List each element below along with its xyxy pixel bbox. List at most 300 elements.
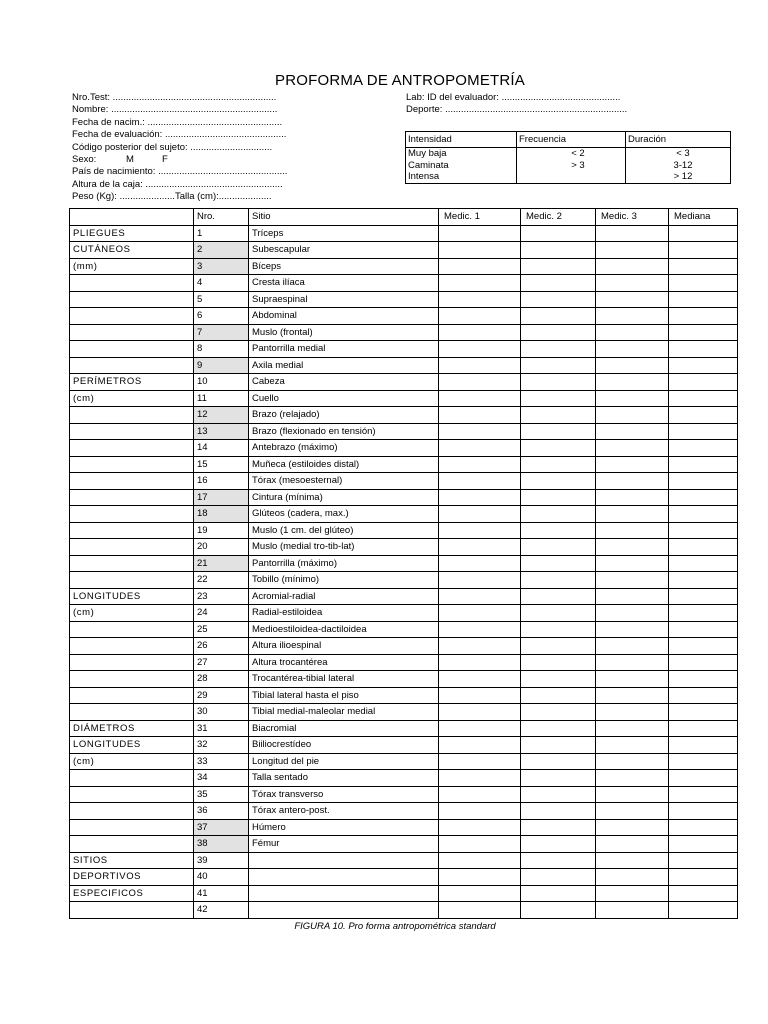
- medic3-cell[interactable]: [596, 852, 669, 869]
- table-row: [70, 605, 738, 622]
- medic3-cell[interactable]: [596, 605, 669, 622]
- peso-talla-field[interactable]: Peso (Kg): .....................Talla (cm):....................: [72, 191, 272, 203]
- table-row: [70, 852, 738, 869]
- mediana-cell[interactable]: [669, 407, 738, 424]
- anthropometry-table: [69, 208, 738, 919]
- medic3-cell[interactable]: [596, 456, 669, 473]
- medic3-cell[interactable]: [596, 869, 669, 886]
- mediana-cell[interactable]: [669, 885, 738, 902]
- category-cell: [70, 357, 194, 374]
- mediana-cell[interactable]: [669, 621, 738, 638]
- duracion-value: > 12: [673, 171, 693, 182]
- category-cell: [70, 902, 194, 919]
- category-cell: [70, 324, 194, 341]
- nro-cell: 31: [194, 720, 249, 737]
- medic1-cell[interactable]: [439, 753, 521, 770]
- mediana-cell[interactable]: [669, 258, 738, 275]
- sitio-cell: Altura ilioespinal: [249, 638, 439, 655]
- medic2-cell[interactable]: [521, 753, 596, 770]
- nro-cell: 38: [194, 836, 249, 853]
- table-row: [70, 473, 738, 490]
- intensidad-value: Muy baja: [408, 148, 447, 159]
- medic3-cell[interactable]: [596, 275, 669, 292]
- medic3-cell[interactable]: [596, 407, 669, 424]
- medic1-cell[interactable]: [439, 225, 521, 242]
- table-row: [70, 242, 738, 259]
- nro-cell: 42: [194, 902, 249, 919]
- medic3-cell[interactable]: [596, 473, 669, 490]
- medic1-cell[interactable]: [439, 324, 521, 341]
- duracion-value: < 3: [676, 148, 690, 159]
- sitio-cell: Supraespinal: [249, 291, 439, 308]
- medic2-cell[interactable]: [521, 605, 596, 622]
- medic2-cell[interactable]: [521, 341, 596, 358]
- table-row: [70, 275, 738, 292]
- medic1-cell[interactable]: [439, 572, 521, 589]
- category-cell: [70, 506, 194, 523]
- mediana-cell[interactable]: [669, 242, 738, 259]
- mediana-cell[interactable]: [669, 539, 738, 556]
- medic2-cell[interactable]: [521, 654, 596, 671]
- medic3-cell[interactable]: [596, 737, 669, 754]
- table-row: [70, 704, 738, 721]
- nro-cell: 9: [194, 357, 249, 374]
- medic3-cell[interactable]: [596, 489, 669, 506]
- medic1-cell[interactable]: [439, 423, 521, 440]
- medic2-cell[interactable]: [521, 506, 596, 523]
- category-cell: [70, 671, 194, 688]
- category-cell: [70, 539, 194, 556]
- sitio-cell: Cintura (mínima): [249, 489, 439, 506]
- table-row: [70, 654, 738, 671]
- category-cell: [70, 275, 194, 292]
- table-row: [70, 588, 738, 605]
- medic3-cell[interactable]: [596, 440, 669, 457]
- medic3-cell[interactable]: [596, 803, 669, 820]
- sitio-cell: Talla sentado: [249, 770, 439, 787]
- table-row: [70, 902, 738, 919]
- sitio-cell: Tibial medial-maleolar medial: [249, 704, 439, 721]
- medic3-cell[interactable]: [596, 753, 669, 770]
- medic2-cell[interactable]: [521, 671, 596, 688]
- sitio-cell: Glúteos (cadera, max.): [249, 506, 439, 523]
- nro-cell: 12: [194, 407, 249, 424]
- medic2-cell[interactable]: [521, 786, 596, 803]
- table-row: [70, 803, 738, 820]
- nro-cell: 34: [194, 770, 249, 787]
- medic1-cell[interactable]: [439, 588, 521, 605]
- mediana-cell[interactable]: [669, 341, 738, 358]
- medic2-cell[interactable]: [521, 819, 596, 836]
- mediana-cell[interactable]: [669, 456, 738, 473]
- medic2-cell[interactable]: [521, 588, 596, 605]
- nro-cell: 6: [194, 308, 249, 325]
- nro-cell: 3: [194, 258, 249, 275]
- medic2-cell[interactable]: [521, 803, 596, 820]
- mediana-cell[interactable]: [669, 770, 738, 787]
- medic3-cell[interactable]: [596, 291, 669, 308]
- medic1-cell[interactable]: [439, 258, 521, 275]
- mediana-cell[interactable]: [669, 654, 738, 671]
- medic2-cell[interactable]: [521, 225, 596, 242]
- figure-caption: [0, 921, 768, 932]
- medic1-cell[interactable]: [439, 308, 521, 325]
- medic2-cell[interactable]: [521, 737, 596, 754]
- caption-text: Pro forma antropométrica standard: [345, 921, 496, 932]
- mediana-cell[interactable]: [669, 308, 738, 325]
- medic2-cell[interactable]: [521, 440, 596, 457]
- frecuencia-value: < 2: [571, 148, 585, 159]
- table-header-row: [70, 209, 738, 226]
- medic3-cell[interactable]: [596, 572, 669, 589]
- medic1-cell[interactable]: [439, 555, 521, 572]
- medic2-cell[interactable]: [521, 374, 596, 391]
- category-cell: [70, 456, 194, 473]
- mediana-cell[interactable]: [669, 473, 738, 490]
- sitio-cell: Altura trocantérea: [249, 654, 439, 671]
- medic1-cell[interactable]: [439, 869, 521, 886]
- medic2-cell[interactable]: [521, 902, 596, 919]
- medic3-cell[interactable]: [596, 786, 669, 803]
- table-row: [70, 770, 738, 787]
- medic2-cell[interactable]: [521, 308, 596, 325]
- medic2-cell[interactable]: [521, 852, 596, 869]
- deporte-field[interactable]: Deporte: .....................................................................: [406, 104, 628, 116]
- page-title: PROFORMA DE ANTROPOMETRÍA: [274, 72, 526, 89]
- medic2-cell[interactable]: [521, 572, 596, 589]
- category-cell: (mm): [70, 258, 194, 275]
- nro-cell: 26: [194, 638, 249, 655]
- medic3-cell[interactable]: [596, 324, 669, 341]
- mediana-cell[interactable]: [669, 902, 738, 919]
- sitio-cell: [249, 885, 439, 902]
- mediana-cell[interactable]: [669, 390, 738, 407]
- medic2-cell[interactable]: [521, 258, 596, 275]
- medic2-cell[interactable]: [521, 357, 596, 374]
- medic1-cell[interactable]: [439, 687, 521, 704]
- medic1-cell[interactable]: [439, 803, 521, 820]
- medic3-cell[interactable]: [596, 836, 669, 853]
- medic1-cell[interactable]: [439, 638, 521, 655]
- mediana-cell[interactable]: [669, 440, 738, 457]
- category-cell: PLIEGUES: [70, 225, 194, 242]
- table-row: [70, 671, 738, 688]
- medic3-cell[interactable]: [596, 341, 669, 358]
- medic2-cell[interactable]: [521, 275, 596, 292]
- medic1-cell[interactable]: [439, 786, 521, 803]
- nro-header: Nro.: [194, 209, 249, 226]
- medic3-cell[interactable]: [596, 720, 669, 737]
- fecha-nacim-field[interactable]: Fecha de nacim.: ...................................................: [72, 116, 283, 128]
- medic1-cell[interactable]: [439, 671, 521, 688]
- sitio-cell: Pantorrilla medial: [249, 341, 439, 358]
- nro-cell: 35: [194, 786, 249, 803]
- duracion-value: 3-12: [673, 159, 693, 171]
- medic2-cell[interactable]: [521, 836, 596, 853]
- sexo-label: Sexo:: [72, 154, 97, 166]
- sitio-cell: Húmero: [249, 819, 439, 836]
- medic1-cell[interactable]: [439, 489, 521, 506]
- mediana-cell[interactable]: [669, 522, 738, 539]
- medic1-cell[interactable]: [439, 374, 521, 391]
- medic2-cell[interactable]: [521, 539, 596, 556]
- medic3-cell[interactable]: [596, 654, 669, 671]
- mediana-cell[interactable]: [669, 275, 738, 292]
- medic1-cell[interactable]: [439, 341, 521, 358]
- medic3-header: Medic. 3: [596, 209, 669, 226]
- sitio-cell: Brazo (flexionado en tensión): [249, 423, 439, 440]
- mediana-cell[interactable]: [669, 423, 738, 440]
- medic3-cell[interactable]: [596, 885, 669, 902]
- sitio-cell: Acromial-radial: [249, 588, 439, 605]
- mediana-cell[interactable]: [669, 803, 738, 820]
- category-cell: [70, 803, 194, 820]
- medic2-cell[interactable]: [521, 621, 596, 638]
- nro-cell: 30: [194, 704, 249, 721]
- medic2-cell[interactable]: [521, 324, 596, 341]
- medic2-cell[interactable]: [521, 242, 596, 259]
- medic1-cell[interactable]: [439, 654, 521, 671]
- category-cell: [70, 621, 194, 638]
- mediana-cell[interactable]: [669, 852, 738, 869]
- medic1-cell[interactable]: [439, 291, 521, 308]
- sitio-cell: Brazo (relajado): [249, 407, 439, 424]
- table-row: [70, 638, 738, 655]
- table-row: [70, 621, 738, 638]
- mediana-cell[interactable]: [669, 605, 738, 622]
- nro-cell: 2: [194, 242, 249, 259]
- medic3-cell[interactable]: [596, 638, 669, 655]
- duracion-cell: [626, 148, 731, 184]
- medic1-cell[interactable]: [439, 390, 521, 407]
- sitio-cell: Biacromial: [249, 720, 439, 737]
- medic2-cell[interactable]: [521, 704, 596, 721]
- nombre-field[interactable]: Nombre: ...............................................................: [72, 104, 278, 116]
- medic3-cell[interactable]: [596, 357, 669, 374]
- category-cell: SITIOS: [70, 852, 194, 869]
- nro-cell: 27: [194, 654, 249, 671]
- pais-nacimiento-field[interactable]: País de nacimiento: .................................................: [72, 166, 288, 178]
- table-row: [70, 390, 738, 407]
- medic3-cell[interactable]: [596, 308, 669, 325]
- medic1-cell[interactable]: [439, 720, 521, 737]
- duracion-header: Duración: [626, 132, 731, 148]
- medic2-cell[interactable]: [521, 407, 596, 424]
- medic2-cell[interactable]: [521, 720, 596, 737]
- sitio-cell: Trocantérea-tibial lateral: [249, 671, 439, 688]
- medic1-header: Medic. 1: [439, 209, 521, 226]
- nro-cell: 11: [194, 390, 249, 407]
- medic1-cell[interactable]: [439, 407, 521, 424]
- medic1-cell[interactable]: [439, 242, 521, 259]
- intensidad-value: Caminata: [408, 159, 449, 171]
- medic2-cell[interactable]: [521, 291, 596, 308]
- medic2-cell[interactable]: [521, 687, 596, 704]
- category-cell: [70, 341, 194, 358]
- mediana-cell[interactable]: [669, 291, 738, 308]
- nro-test-field[interactable]: Nro.Test: ..............................................................: [72, 92, 277, 103]
- mediana-cell[interactable]: [669, 555, 738, 572]
- medic3-cell[interactable]: [596, 522, 669, 539]
- category-cell: [70, 407, 194, 424]
- mediana-cell[interactable]: [669, 374, 738, 391]
- category-cell: [70, 440, 194, 457]
- table-row: [70, 258, 738, 275]
- medic1-cell[interactable]: [439, 770, 521, 787]
- nro-cell: 39: [194, 852, 249, 869]
- medic1-cell[interactable]: [439, 704, 521, 721]
- category-cell: [70, 819, 194, 836]
- medic1-cell[interactable]: [439, 357, 521, 374]
- sitio-cell: Cuello: [249, 390, 439, 407]
- medic3-cell[interactable]: [596, 390, 669, 407]
- sitio-cell: Antebrazo (máximo): [249, 440, 439, 457]
- category-cell: [70, 687, 194, 704]
- mediana-cell[interactable]: [669, 753, 738, 770]
- lab-id-field[interactable]: Lab: ID del evaluador: .............................................: [406, 92, 621, 103]
- nro-cell: 32: [194, 737, 249, 754]
- category-cell: (cm): [70, 390, 194, 407]
- category-cell: [70, 704, 194, 721]
- medic3-cell[interactable]: [596, 258, 669, 275]
- medic3-cell[interactable]: [596, 621, 669, 638]
- sitio-cell: Muslo (medial tro-tib-lat): [249, 539, 439, 556]
- mediana-cell[interactable]: [669, 489, 738, 506]
- sitio-cell: Radial-estiloidea: [249, 605, 439, 622]
- table-row: [70, 737, 738, 754]
- mediana-cell[interactable]: [669, 572, 738, 589]
- sexo-f-option[interactable]: F: [162, 154, 168, 166]
- subject-info-block: [72, 92, 402, 204]
- medic3-cell[interactable]: [596, 770, 669, 787]
- nro-cell: 18: [194, 506, 249, 523]
- sitio-cell: Biiliocrestídeo: [249, 737, 439, 754]
- mediana-cell[interactable]: [669, 638, 738, 655]
- medic3-cell[interactable]: [596, 506, 669, 523]
- medic3-cell[interactable]: [596, 225, 669, 242]
- medic3-cell[interactable]: [596, 704, 669, 721]
- medic3-cell[interactable]: [596, 902, 669, 919]
- medic1-cell[interactable]: [439, 440, 521, 457]
- nro-cell: 24: [194, 605, 249, 622]
- medic1-cell[interactable]: [439, 473, 521, 490]
- medic1-cell[interactable]: [439, 605, 521, 622]
- category-cell: LONGITUDES: [70, 588, 194, 605]
- mediana-cell[interactable]: [669, 786, 738, 803]
- mediana-cell[interactable]: [669, 357, 738, 374]
- mediana-cell[interactable]: [669, 506, 738, 523]
- medic1-cell[interactable]: [439, 506, 521, 523]
- medic2-cell[interactable]: [521, 885, 596, 902]
- nro-cell: 7: [194, 324, 249, 341]
- mediana-cell[interactable]: [669, 704, 738, 721]
- nro-cell: 16: [194, 473, 249, 490]
- mediana-cell[interactable]: [669, 836, 738, 853]
- mediana-cell[interactable]: [669, 720, 738, 737]
- medic1-cell[interactable]: [439, 621, 521, 638]
- medic3-cell[interactable]: [596, 671, 669, 688]
- medic3-cell[interactable]: [596, 374, 669, 391]
- nro-cell: 13: [194, 423, 249, 440]
- medic1-cell[interactable]: [439, 522, 521, 539]
- medic3-cell[interactable]: [596, 242, 669, 259]
- medic3-cell[interactable]: [596, 588, 669, 605]
- table-row: [70, 291, 738, 308]
- category-cell: [70, 291, 194, 308]
- medic2-cell[interactable]: [521, 489, 596, 506]
- medic1-cell[interactable]: [439, 737, 521, 754]
- category-cell: [70, 572, 194, 589]
- mediana-cell[interactable]: [669, 671, 738, 688]
- medic1-cell[interactable]: [439, 456, 521, 473]
- sitio-cell: Tórax (mesoesternal): [249, 473, 439, 490]
- medic2-cell[interactable]: [521, 473, 596, 490]
- medic1-cell[interactable]: [439, 539, 521, 556]
- nro-cell: 1: [194, 225, 249, 242]
- sexo-field[interactable]: [72, 154, 402, 166]
- sitio-cell: Fémur: [249, 836, 439, 853]
- mediana-cell[interactable]: [669, 588, 738, 605]
- medic3-cell[interactable]: [596, 423, 669, 440]
- medic3-cell[interactable]: [596, 819, 669, 836]
- medic1-cell[interactable]: [439, 836, 521, 853]
- nro-cell: 22: [194, 572, 249, 589]
- medic3-cell[interactable]: [596, 687, 669, 704]
- nro-cell: 28: [194, 671, 249, 688]
- codigo-posterior-field[interactable]: Código posterior del sujeto: ...............................: [72, 141, 273, 153]
- category-cell: PERÍMETROS: [70, 374, 194, 391]
- mediana-cell[interactable]: [669, 687, 738, 704]
- medic2-cell[interactable]: [521, 456, 596, 473]
- medic1-cell[interactable]: [439, 885, 521, 902]
- nro-cell: 21: [194, 555, 249, 572]
- mediana-cell[interactable]: [669, 869, 738, 886]
- medic2-cell[interactable]: [521, 770, 596, 787]
- medic2-cell[interactable]: [521, 423, 596, 440]
- medic2-cell[interactable]: [521, 638, 596, 655]
- table-row: [70, 489, 738, 506]
- mediana-cell[interactable]: [669, 324, 738, 341]
- medic3-cell[interactable]: [596, 539, 669, 556]
- table-row: [70, 225, 738, 242]
- category-cell: [70, 522, 194, 539]
- mediana-cell[interactable]: [669, 819, 738, 836]
- nro-cell: 29: [194, 687, 249, 704]
- fecha-evaluacion-field[interactable]: Fecha de evaluación: ..............................................: [72, 129, 287, 141]
- sitio-cell: Bíceps: [249, 258, 439, 275]
- altura-caja-field[interactable]: Altura de la caja: ....................................................: [72, 178, 283, 190]
- intensity-table: [405, 131, 731, 184]
- sexo-m-option[interactable]: M: [126, 154, 134, 166]
- medic1-cell[interactable]: [439, 275, 521, 292]
- medic1-cell[interactable]: [439, 819, 521, 836]
- mediana-cell[interactable]: [669, 225, 738, 242]
- medic3-cell[interactable]: [596, 555, 669, 572]
- nro-cell: 36: [194, 803, 249, 820]
- medic2-cell[interactable]: [521, 869, 596, 886]
- table-row: [70, 572, 738, 589]
- nro-cell: 41: [194, 885, 249, 902]
- sitio-cell: Tríceps: [249, 225, 439, 242]
- medic1-cell[interactable]: [439, 852, 521, 869]
- medic2-cell[interactable]: [521, 390, 596, 407]
- category-cell: (cm): [70, 753, 194, 770]
- medic1-cell[interactable]: [439, 902, 521, 919]
- medic2-cell[interactable]: [521, 555, 596, 572]
- mediana-cell[interactable]: [669, 737, 738, 754]
- nro-cell: 19: [194, 522, 249, 539]
- medic2-cell[interactable]: [521, 522, 596, 539]
